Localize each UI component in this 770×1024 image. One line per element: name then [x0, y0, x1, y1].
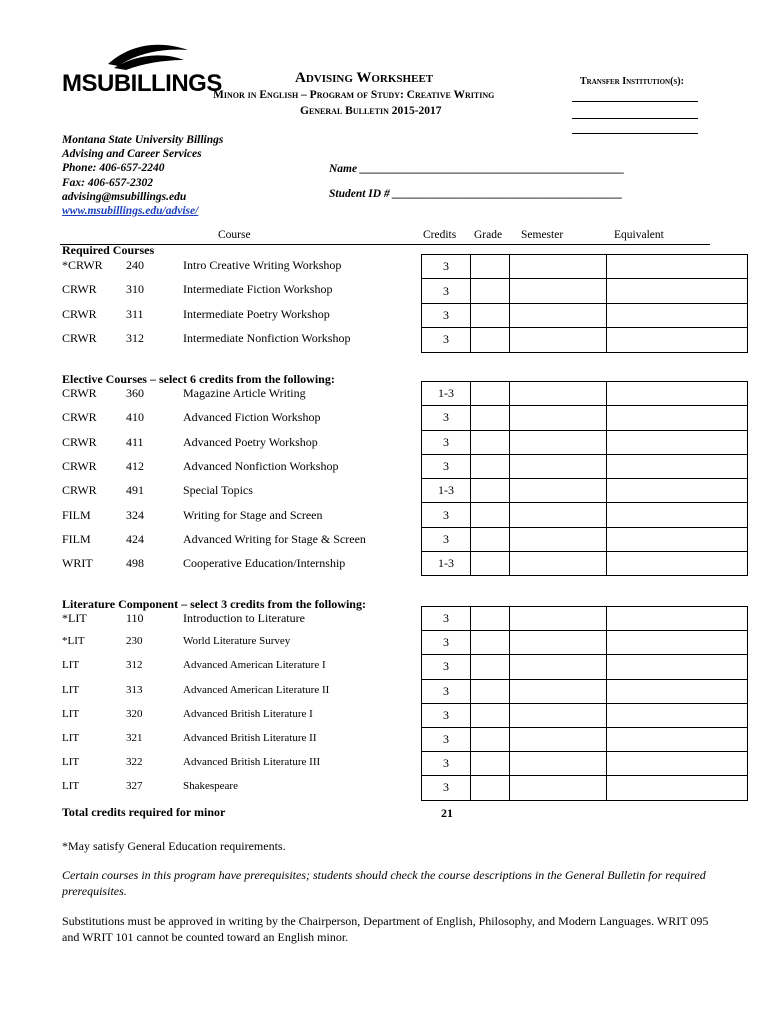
gen-ed-note: *May satisfy General Education requirements.	[62, 839, 286, 853]
grade-cell[interactable]	[471, 406, 510, 430]
semester-cell[interactable]	[510, 752, 607, 776]
course-number: 412	[126, 458, 144, 473]
course-name: Advanced Writing for Stage & Screen	[183, 531, 366, 546]
credits-cell: 3	[422, 679, 471, 703]
semester-cell[interactable]	[510, 631, 607, 655]
transfer-institution-label: Transfer Institution(s):	[580, 76, 684, 87]
semester-cell[interactable]	[510, 703, 607, 727]
course-number: 313	[126, 683, 143, 696]
table-row	[422, 406, 748, 430]
grade-cell[interactable]	[471, 703, 510, 727]
course-dept: WRIT	[62, 556, 93, 571]
course-number: 410	[126, 410, 144, 425]
course-name: Special Topics	[183, 483, 253, 498]
email: advising@msubillings.edu	[62, 190, 187, 203]
equivalent-cell[interactable]	[607, 679, 748, 703]
semester-cell[interactable]	[510, 406, 607, 430]
semester-cell[interactable]	[510, 430, 607, 454]
equivalent-cell[interactable]	[607, 752, 748, 776]
logo-wordmark: MSUBILLINGS	[62, 70, 222, 97]
semester-cell[interactable]	[510, 727, 607, 751]
course-number: 320	[126, 707, 143, 720]
course-dept: LIT	[62, 683, 80, 696]
equivalent-cell[interactable]	[607, 503, 748, 527]
grade-cell[interactable]	[471, 607, 510, 631]
credits-cell: 3	[422, 279, 471, 303]
course-number: 411	[126, 434, 144, 449]
phone: Phone: 406-657-2240	[62, 162, 165, 175]
course-name: Intermediate Nonfiction Workshop	[183, 331, 351, 346]
table-row	[422, 255, 748, 279]
equivalent-cell[interactable]	[607, 655, 748, 679]
semester-cell[interactable]	[510, 328, 607, 352]
equivalent-cell[interactable]	[607, 328, 748, 352]
equivalent-cell[interactable]	[607, 527, 748, 551]
course-number: 230	[126, 635, 143, 648]
equivalent-cell[interactable]	[607, 776, 748, 800]
credits-cell: 3	[422, 527, 471, 551]
course-dept: CRWR	[62, 410, 97, 425]
equivalent-cell[interactable]	[607, 727, 748, 751]
equivalent-cell[interactable]	[607, 454, 748, 478]
transfer-line-3[interactable]	[572, 133, 698, 134]
credits-cell: 3	[422, 631, 471, 655]
course-number: 321	[126, 732, 143, 744]
fax: Fax: 406-657-2302	[62, 176, 154, 189]
equivalent-cell[interactable]	[607, 703, 748, 727]
course-name: Intermediate Fiction Workshop	[183, 282, 333, 297]
table-row	[422, 430, 748, 454]
course-dept: FILM	[62, 507, 91, 522]
credits-cell: 1-3	[422, 479, 471, 503]
col-course: Course	[218, 229, 251, 241]
course-dept: LIT	[62, 780, 80, 793]
equivalent-cell[interactable]	[607, 607, 748, 631]
course-dept: *CRWR	[62, 258, 103, 272]
table-row	[422, 303, 748, 327]
credits-cell: 3	[422, 303, 471, 327]
course-name: Shakespeare	[183, 780, 238, 793]
table-row	[422, 527, 748, 551]
credits-cell: 1-3	[422, 552, 471, 576]
col-equivalent: Equivalent	[614, 229, 664, 241]
name-field[interactable]: Name ______________________________________________	[329, 163, 625, 175]
credits-cell: 1-3	[422, 382, 471, 406]
table-row	[422, 727, 748, 751]
grade-cell[interactable]	[471, 454, 510, 478]
table-row	[422, 679, 748, 703]
table-row	[422, 454, 748, 478]
page-title: Advising Worksheet	[295, 70, 434, 86]
course-name: Advanced British Literature I	[183, 707, 313, 720]
course-dept: CRWR	[62, 282, 97, 297]
equivalent-cell[interactable]	[607, 430, 748, 454]
substitution-note: Substitutions must be approved in writing by the Chairperson, Department of English, Philosophy, and Modern Languages. WRIT 095 and WRIT 101 cannot be counted toward an English minor.	[62, 914, 709, 944]
grade-cell[interactable]	[471, 727, 510, 751]
course-name: Advanced American Literature II	[183, 683, 330, 696]
course-number: 498	[126, 556, 144, 571]
student-id-field[interactable]: Student ID # ________________________________________	[329, 188, 623, 200]
grade-cell[interactable]	[471, 776, 510, 800]
credits-cell: 3	[422, 406, 471, 430]
course-number: 110	[126, 611, 144, 625]
course-name: Introduction to Literature	[183, 611, 305, 625]
credits-cell: 3	[422, 607, 471, 631]
course-number: 324	[126, 507, 144, 522]
credits-cell: 3	[422, 503, 471, 527]
course-dept: CRWR	[62, 434, 97, 449]
equivalent-cell[interactable]	[607, 406, 748, 430]
grade-cell[interactable]	[471, 503, 510, 527]
course-dept: CRWR	[62, 331, 97, 346]
semester-cell[interactable]	[510, 255, 607, 279]
table-row	[422, 382, 748, 406]
transfer-line-1[interactable]	[572, 101, 698, 102]
equivalent-cell[interactable]	[607, 631, 748, 655]
col-grade: Grade	[474, 229, 503, 241]
equivalent-cell[interactable]	[607, 382, 748, 406]
course-name: Advanced British Literature III	[183, 756, 321, 769]
equivalent-cell[interactable]	[607, 479, 748, 503]
course-dept: LIT	[62, 756, 80, 769]
dept-name: Advising and Career Services	[62, 148, 202, 161]
course-dept: CRWR	[62, 483, 97, 498]
table-row	[422, 655, 748, 679]
table-row	[422, 776, 748, 800]
grade-cell[interactable]	[471, 527, 510, 551]
semester-cell[interactable]	[510, 479, 607, 503]
course-dept: CRWR	[62, 306, 97, 321]
grade-cell[interactable]	[471, 430, 510, 454]
equivalent-cell[interactable]	[607, 279, 748, 303]
col-semester: Semester	[521, 229, 564, 241]
table-row	[422, 703, 748, 727]
credits-cell: 3	[422, 655, 471, 679]
course-name: Magazine Article Writing	[183, 386, 306, 400]
course-number: 311	[126, 306, 144, 321]
credits-cell: 3	[422, 703, 471, 727]
semester-cell[interactable]	[510, 776, 607, 800]
grade-cell[interactable]	[471, 655, 510, 679]
semester-cell[interactable]	[510, 279, 607, 303]
table-row	[422, 607, 748, 631]
equivalent-cell[interactable]	[607, 255, 748, 279]
semester-cell[interactable]	[510, 303, 607, 327]
course-name: Intermediate Poetry Workshop	[183, 306, 330, 321]
credits-cell: 3	[422, 255, 471, 279]
section-required-title: Required Courses	[62, 243, 155, 257]
grade-cell[interactable]	[471, 279, 510, 303]
course-number: 424	[126, 531, 144, 546]
semester-cell[interactable]	[510, 679, 607, 703]
course-dept: FILM	[62, 531, 91, 546]
col-credits: Credits	[423, 229, 457, 241]
course-number: 312	[126, 659, 143, 672]
table-row	[422, 479, 748, 503]
grade-grid-section-1	[421, 381, 748, 576]
semester-cell[interactable]	[510, 655, 607, 679]
course-dept: CRWR	[62, 458, 97, 473]
course-number: 240	[126, 258, 144, 272]
course-number: 327	[126, 780, 143, 793]
semester-cell[interactable]	[510, 552, 607, 576]
table-row	[422, 503, 748, 527]
table-row	[422, 752, 748, 776]
table-row	[422, 279, 748, 303]
transfer-line-2[interactable]	[572, 118, 698, 119]
contact-block	[62, 133, 223, 218]
section-literature-title: Literature Component – select 3 credits from the following:	[62, 597, 366, 611]
table-row	[422, 328, 748, 352]
course-name: World Literature Survey	[183, 635, 291, 648]
total-value: 21	[441, 806, 453, 820]
table-row	[422, 631, 748, 655]
equivalent-cell[interactable]	[607, 552, 748, 576]
course-name: Advanced Nonfiction Workshop	[183, 458, 339, 473]
course-dept: LIT	[62, 707, 80, 720]
course-name: Advanced Poetry Workshop	[183, 434, 318, 449]
course-name: Advanced British Literature II	[183, 732, 317, 744]
grade-cell[interactable]	[471, 552, 510, 576]
course-number: 360	[126, 386, 144, 400]
header-rule	[60, 244, 710, 245]
website-link[interactable]: www.msubillings.edu/advise/	[62, 205, 199, 218]
grade-cell[interactable]	[471, 479, 510, 503]
grade-grid-section-0	[421, 254, 748, 353]
semester-cell[interactable]	[510, 454, 607, 478]
course-dept: *LIT	[62, 611, 87, 625]
grade-cell[interactable]	[471, 255, 510, 279]
semester-cell[interactable]	[510, 382, 607, 406]
grade-cell[interactable]	[471, 631, 510, 655]
course-number: 491	[126, 483, 144, 498]
semester-cell[interactable]	[510, 527, 607, 551]
course-name: Advanced American Literature I	[183, 659, 326, 672]
org-name: Montana State University Billings	[62, 134, 224, 146]
section-elective-title: Elective Courses – select 6 credits from the following:	[62, 372, 335, 386]
table-row	[422, 552, 748, 576]
semester-cell[interactable]	[510, 607, 607, 631]
total-label: Total credits required for minor	[62, 805, 226, 819]
grade-cell[interactable]	[471, 382, 510, 406]
program-subtitle: Minor in English – Program of Study: Creative Writing	[213, 89, 495, 101]
credits-cell: 3	[422, 776, 471, 800]
course-name: Writing for Stage and Screen	[183, 507, 323, 522]
grade-cell[interactable]	[471, 752, 510, 776]
course-number: 322	[126, 756, 143, 769]
equivalent-cell[interactable]	[607, 303, 748, 327]
course-dept: *LIT	[62, 635, 85, 648]
prereq-note: Certain courses in this program have prerequisites; students should check the course descriptions in the General Bulletin for required prerequisites.	[62, 868, 706, 898]
course-name: Cooperative Education/Internship	[183, 556, 346, 571]
credits-cell: 3	[422, 727, 471, 751]
bulletin-label: General Bulletin 2015-2017	[300, 105, 442, 117]
credits-cell: 3	[422, 430, 471, 454]
grade-grid-section-2	[421, 606, 748, 801]
semester-cell[interactable]	[510, 503, 607, 527]
credits-cell: 3	[422, 328, 471, 352]
course-number: 312	[126, 331, 144, 346]
course-name: Intro Creative Writing Workshop	[183, 258, 342, 272]
credits-cell: 3	[422, 454, 471, 478]
course-number: 310	[126, 282, 144, 297]
course-dept: LIT	[62, 659, 80, 672]
grade-cell[interactable]	[471, 328, 510, 352]
course-dept: CRWR	[62, 386, 97, 400]
grade-cell[interactable]	[471, 679, 510, 703]
course-name: Advanced Fiction Workshop	[183, 410, 321, 425]
credits-cell: 3	[422, 752, 471, 776]
grade-cell[interactable]	[471, 303, 510, 327]
course-dept: LIT	[62, 732, 80, 744]
